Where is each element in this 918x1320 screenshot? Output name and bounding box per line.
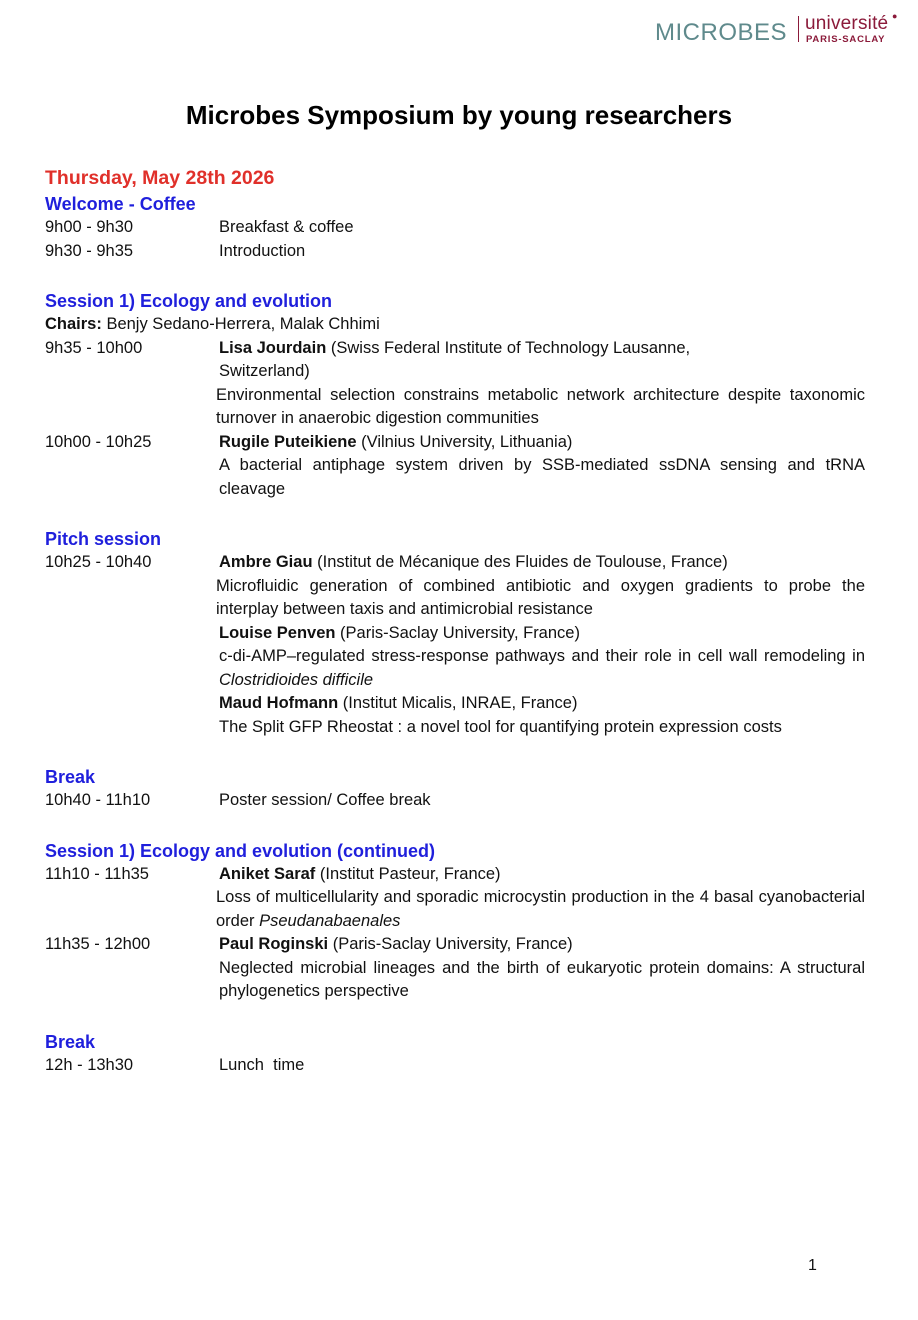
speaker-name: Louise Penven	[219, 623, 336, 642]
time-slot: 12h - 13h30	[45, 1055, 134, 1074]
time-slot: 10h40 - 11h10	[45, 791, 151, 809]
chairs-line	[45, 313, 865, 337]
time-slot: 9h35 - 10h00	[45, 338, 143, 357]
talk-row	[45, 933, 865, 1004]
section-heading-break: Break	[45, 1031, 96, 1052]
species-name: Pseudanabaenales	[259, 911, 401, 930]
activity: Breakfast & coffee	[219, 218, 354, 236]
speaker-name: Rugile Puteikiene	[219, 432, 357, 451]
speaker-affiliation: (Vilnius University, Lithuania)	[361, 432, 573, 451]
talk-row	[45, 863, 865, 934]
section-heading-welcome: Welcome - Coffee	[45, 194, 196, 214]
time-slot: 10h00 - 10h25	[45, 432, 152, 451]
time-slot: 11h10 - 11h35	[45, 864, 149, 883]
speaker-name: Maud Hofmann	[219, 694, 339, 712]
speaker-name: Paul Roginski	[219, 935, 329, 953]
time-slot: 9h30 - 9h35	[45, 241, 134, 260]
logo-dot-icon: ●	[892, 11, 898, 21]
talk-title: Neglected microbial lineages and the birth of eukaryotic protein domains: A structural phylogenetics perspective	[219, 958, 865, 1000]
schedule-row	[45, 789, 865, 813]
logo-divider	[798, 16, 799, 42]
speaker-affiliation: (Institut de Mécanique des Fluides de Toulouse, France)	[317, 553, 728, 571]
section-heading-session1-continued: Session 1) Ecology and evolution (continued)	[45, 840, 436, 861]
speaker-name: Lisa Jourdain	[219, 338, 327, 357]
speaker-affiliation: (Institut Pasteur, France)	[319, 864, 501, 883]
day-heading: Thursday, May 28th 2026	[45, 167, 275, 189]
schedule-row	[45, 240, 865, 264]
activity: Poster session/ Coffee break	[219, 791, 431, 809]
speaker-name: Aniket Saraf	[219, 864, 316, 883]
section-heading-session1: Session 1) Ecology and evolution	[45, 291, 333, 311]
program	[45, 165, 865, 1077]
time-slot: 10h25 - 10h40	[45, 553, 152, 571]
speaker-affiliation-cont: Switzerland)	[219, 362, 310, 380]
talk-title: A bacterial antiphage system driven by SSB-mediated ssDNA sensing and tRNA cleavage	[219, 456, 865, 498]
talk-title: Environmental selection constrains metabolic network architecture despite taxonomic turnover in anaerobic digestion communities	[216, 385, 865, 427]
talk-title: c-di-AMP–regulated stress-response pathways and their role in cell wall remodeling in Clostridioides difficile	[219, 647, 865, 689]
section-heading-break: Break	[45, 767, 96, 787]
time-slot: 11h35 - 12h00	[45, 935, 151, 953]
activity: Lunch time	[219, 1055, 305, 1074]
header-logo	[655, 11, 900, 46]
talk-row	[45, 551, 865, 739]
page-title: Microbes Symposium by young researchers	[185, 100, 733, 130]
schedule-row	[45, 1054, 865, 1078]
speaker-affiliation: (Paris-Saclay University, France)	[332, 935, 573, 953]
paris-saclay-logo-text: PARIS-SACLAY	[806, 34, 886, 45]
talk-title: Loss of multicellularity and sporadic microcystin production in the 4 basal cyanobacterial order Pseudanabaenales	[216, 888, 865, 930]
speaker-affiliation: (Paris-Saclay University, France)	[340, 623, 580, 642]
activity: Introduction	[219, 241, 306, 260]
talk-title: Microfluidic generation of combined antibiotic and oxygen gradients to probe the interplay between taxis and antimicrobial resistance	[216, 576, 865, 618]
chairs-label: Chairs:	[45, 315, 102, 333]
talk-row	[45, 337, 865, 431]
talk-title: The Split GFP Rheostat : a novel tool for quantifying protein expression costs	[219, 717, 782, 736]
speaker-affiliation: (Swiss Federal Institute of Technology Lausanne,	[330, 338, 691, 357]
page-number: 1	[808, 1257, 817, 1274]
schedule-row	[45, 216, 865, 240]
chairs-names: Benjy Sedano-Herrera, Malak Chhimi	[106, 315, 380, 333]
speaker-affiliation: (Institut Micalis, INRAE, France)	[342, 694, 578, 712]
species-name: Clostridioides difficile	[219, 670, 374, 689]
talk-row	[45, 431, 865, 502]
time-slot: 9h00 - 9h30	[45, 218, 134, 236]
universite-logo-text: université	[805, 13, 889, 34]
speaker-name: Ambre Giau	[219, 553, 313, 571]
microbes-logo-text: MICROBES	[655, 19, 788, 46]
section-heading-pitch: Pitch session	[45, 529, 162, 549]
